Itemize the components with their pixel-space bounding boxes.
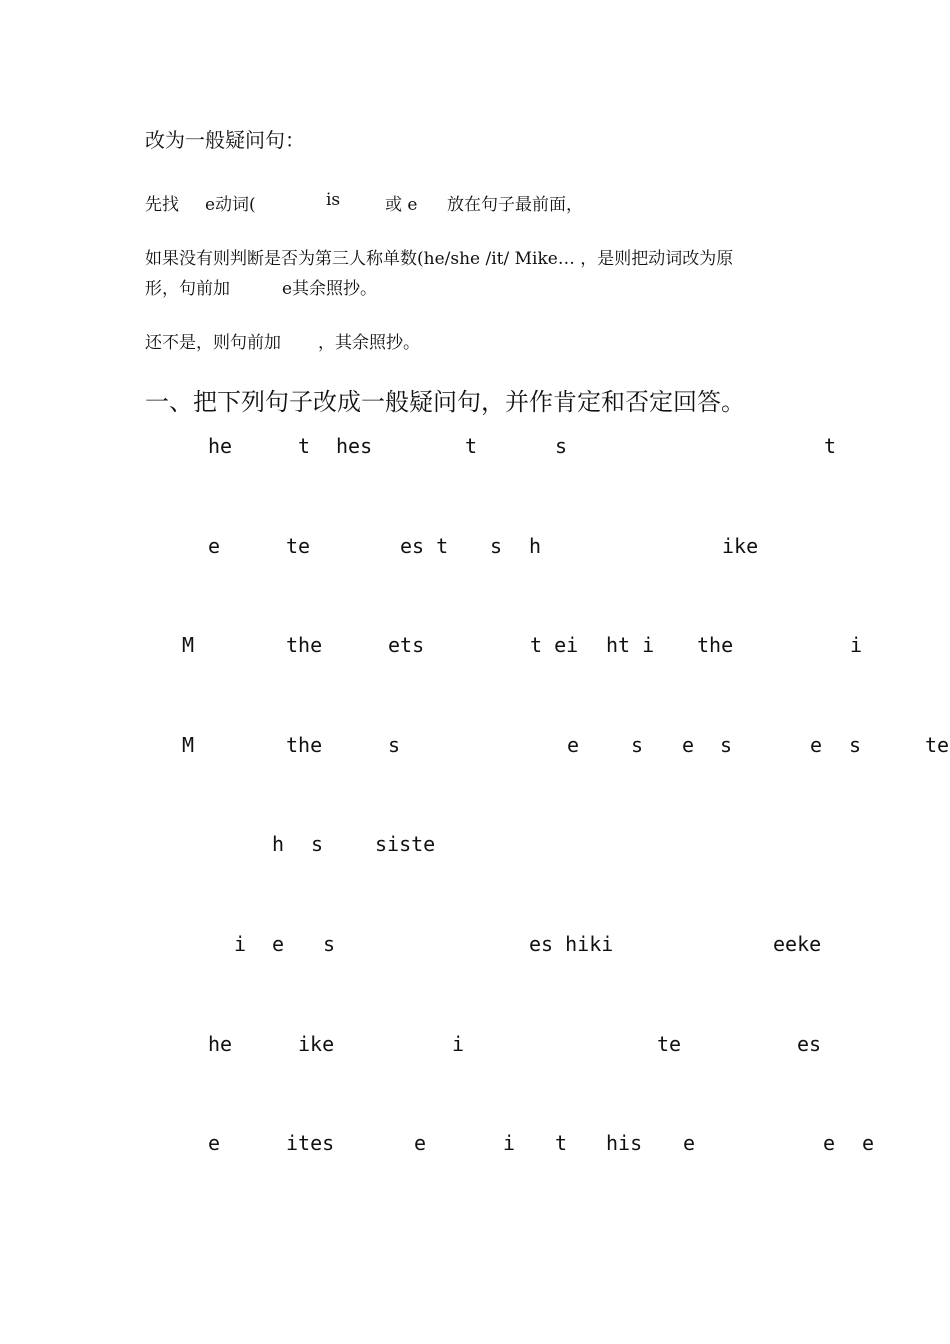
exercise-sentence-8: [0, 1131, 950, 1161]
sentence-word: s: [388, 733, 401, 757]
sentence-word: the: [286, 633, 323, 657]
sentence-word: i: [452, 1032, 465, 1056]
sentence-word: i: [850, 633, 863, 657]
rule-1-part-a: 先找: [145, 195, 179, 215]
sentence-word: te: [286, 534, 311, 558]
exercise-sentence-3: [0, 633, 950, 663]
sentence-word: s: [720, 733, 733, 757]
sentence-word: ets: [388, 633, 425, 657]
sentence-word: siste: [375, 832, 436, 856]
rule-1-part-c: is: [326, 190, 341, 210]
sentence-word: e: [682, 733, 695, 757]
sentence-word: M: [182, 633, 195, 657]
rule-2-line-a: 如果没有则判断是否为第三人称单数(he/she /it/ Mike… ，是则把动词改为原: [145, 249, 734, 269]
exercise-sentence-7: [0, 1032, 950, 1062]
sentence-word: ites: [286, 1131, 335, 1155]
sentence-word: the: [286, 733, 323, 757]
sentence-word: t: [298, 434, 311, 458]
sentence-word: the: [697, 633, 734, 657]
exercise-sentence-1: [0, 434, 950, 464]
sentence-word: ht i: [606, 633, 655, 657]
rule-1-part-d: 或 e: [385, 195, 418, 215]
sentence-word: M: [182, 733, 195, 757]
page-title: 改为一般疑问句：: [145, 128, 305, 152]
rule-1-part-e: 放在句子最前面，: [447, 195, 583, 215]
sentence-word: ike: [298, 1032, 335, 1056]
sentence-word: e: [823, 1131, 836, 1155]
exercise-sentence-2: [0, 534, 950, 564]
rule-1-part-b: e动词(: [205, 195, 256, 215]
sentence-word: s: [849, 733, 862, 757]
sentence-word: e: [272, 932, 285, 956]
rule-2-line-b: 形，句前加: [145, 279, 230, 299]
rule-3-part-b: ，其余照抄。: [318, 333, 420, 353]
sentence-word: te: [657, 1032, 682, 1056]
sentence-word: e: [810, 733, 823, 757]
sentence-word: t ei: [530, 633, 579, 657]
sentence-word: s: [631, 733, 644, 757]
sentence-word: i: [503, 1131, 516, 1155]
sentence-word: e: [683, 1131, 696, 1155]
sentence-word: i: [234, 932, 247, 956]
sentence-word: e: [208, 534, 221, 558]
sentence-word: t: [465, 434, 478, 458]
sentence-word: s: [323, 932, 336, 956]
sentence-word: es t: [400, 534, 449, 558]
sentence-word: te: [925, 733, 950, 757]
exercise-sentence-5: [0, 832, 950, 862]
sentence-word: ike: [722, 534, 759, 558]
sentence-word: his: [606, 1131, 643, 1155]
sentence-word: e: [414, 1131, 427, 1155]
sentence-word: es: [797, 1032, 822, 1056]
sentence-word: he: [208, 1032, 233, 1056]
sentence-word: e: [208, 1131, 221, 1155]
sentence-word: h: [529, 534, 542, 558]
sentence-word: s: [311, 832, 324, 856]
exercise-sentence-6: [0, 932, 950, 962]
sentence-word: eeke: [773, 932, 822, 956]
exercise-sentence-4: [0, 733, 950, 763]
sentence-word: e: [567, 733, 580, 757]
sentence-word: t: [824, 434, 837, 458]
sentence-word: s: [555, 434, 568, 458]
sentence-word: s: [490, 534, 503, 558]
sentence-word: h: [272, 832, 285, 856]
sentence-word: hes: [336, 434, 373, 458]
section-heading: 一、把下列句子改成一般疑问句，并作肯定和否定回答。: [145, 388, 745, 416]
sentence-word: t: [555, 1131, 568, 1155]
sentence-word: e: [862, 1131, 875, 1155]
sentence-word: es hiki: [529, 932, 614, 956]
rule-3-part-a: 还不是，则句前加: [145, 333, 281, 353]
sentence-word: he: [208, 434, 233, 458]
rule-2-line-c: e其余照抄。: [282, 279, 378, 299]
